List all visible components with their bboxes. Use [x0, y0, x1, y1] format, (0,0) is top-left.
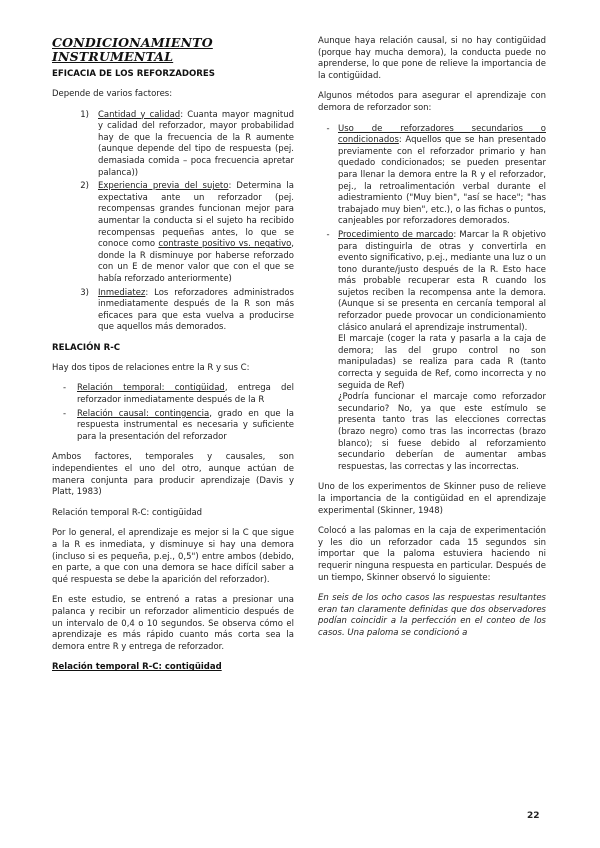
relations-intro: Hay dos tipos de relaciones entre la R y sus C:: [52, 362, 250, 373]
paragraph-skinner: Uno de los experimentos de Skinner puso de relieve la importancia de la contigüidad en el aprendizaje experimental (Skinner, 1948): [318, 482, 546, 516]
paragraph-por-lo-general: Por lo general, el aprendizaje es mejor si la C que sigue a la R es inmediata, y disminuye si hay una demora (incluso si es pequeña, p.ej., 0,5") entre ambos (debido, en parte, a que con una demora se hace difícil saber a qué respuesta se debe la aparición del reforzador).: [52, 528, 294, 585]
method-label: Procedimiento de marcado: [338, 229, 454, 240]
subheading-relacion-temporal: Relación temporal R-C: contigüidad: [52, 507, 203, 518]
factor-body: [94, 288, 294, 334]
factor-number: 2): [80, 181, 89, 192]
page-number: 22: [527, 811, 540, 821]
list-item: [318, 124, 546, 228]
factor-label: Cantidad y calidad: [98, 109, 181, 120]
list-item: [318, 230, 546, 473]
factor-body: [94, 181, 294, 285]
factor-text: , donde la R disminuye por haberse reforzado con un E de menor valor que con el que se había reforzado anteriormente): [98, 239, 294, 284]
factor-item: [52, 110, 294, 180]
method-label: Uso de reforzadores secundarios o condicionados: [338, 123, 546, 146]
method-first: [338, 230, 546, 333]
factor-number: 3): [80, 287, 89, 298]
method-body: [338, 124, 546, 228]
methods-list: [318, 124, 546, 474]
quote-skinner: En seis de los ocho casos las respuestas resultantes eran tan claramente definidas que dos observadores podían coincidir a la perfección en el conteo de los casos. Una paloma se condicionó a: [318, 593, 546, 638]
method-text: : Marcar la R objetivo para distinguirla de otras y convertirla en evento significativo, p.ej., mediante una luz o un tono durante/justo después de la R. Esto hace más probable recuperar esta R cuando los sujetos reciben la recompensa ante la demora. (Aunque si se presenta en cercanía temporal al reforzador puede provocar un condicionamiento clásico anulará el aprendizaje instrumental).: [338, 229, 546, 333]
section-heading-relacion: RELACIÓN R-C: [52, 342, 121, 353]
relation-body: [77, 409, 294, 444]
factor-body: [94, 110, 294, 180]
paragraph-aunque-haya: Aunque haya relación causal, si no hay contigüidad (porque hay mucha demora), la conducta puede no aprenderse, lo que pone de relieve la importancia de la contigüidad.: [318, 36, 546, 81]
dash-bullet: -: [62, 383, 67, 394]
left-column: [52, 36, 294, 683]
factor-text: : Determina la expectativa ante un reforzador (pej. recompensas grandes funcionan mejor para aumentar la conducta si el sujeto ha recibido recompensas pequeñas antes, lo que se conoce como: [98, 181, 294, 250]
relation-text: , entrega del reforzador inmediatamente después de la R: [77, 383, 294, 406]
relation-label: Relación temporal: contigüidad: [77, 383, 225, 394]
relation-body: [77, 383, 294, 406]
relations-list: [52, 383, 294, 443]
factor-label: Experiencia previa del sujeto: [98, 181, 229, 192]
method-body: [338, 230, 546, 473]
factor-item: [52, 181, 294, 285]
factor-text: : Los reforzadores administrados inmediatamente después de la R son más eficaces para que esta vuelva a producirse que aquellos más demorados.: [98, 287, 294, 333]
method-extra: El marcaje (coger la rata y pasarla a la caja de demora; las del grupo control no son manipuladas) se realiza para cada R (tanto correcta y seguida de Ref, como incorrecta y no seguida de Ref): [338, 334, 546, 391]
dash-bullet: -: [326, 123, 330, 134]
method-text: : Aquellos que se han presentado previamente con el reforzador primario y han quedado condicionados; se pueden presentar para llenar la demora entre la R y el reforzador, pej., la retroalimentación verbal durante el adiestramiento ("Muy bien", "así se hace"; "has trabajado muy bien", etc.), o las fichas o puntos, canjeables por reforzadores demorados.: [338, 135, 546, 227]
subheading-relacion-temporal-bold: Relación temporal R-C: contigüidad: [52, 662, 222, 673]
factor-label: Inmediatez: [98, 287, 146, 298]
paragraph-en-este-estudio: En este estudio, se entrenó a ratas a presionar una palanca y recibir un reforzador alimenticio después de un intervalo de 0,4 o 10 segundos. Se observa cómo el aprendizaje es más rápido cuanto más corta sea la demora entre R y entrega de reforzador.: [52, 595, 294, 652]
paragraph-algunos-metodos: Algunos métodos para asegurar el aprendizaje con demora de reforzador son:: [318, 91, 546, 113]
factors-intro: Depende de varios factores:: [52, 89, 173, 99]
factor-text: : Cuanta mayor magnitud y calidad del reforzador, mayor probabilidad hay de que la frecuencia de la R aumente (aunque depende del tipo de respuesta (pej. demasiada comida – poca frecuencia apretar palanca)): [98, 109, 294, 178]
section-heading-eficacia: EFICACIA DE LOS REFORZADORES: [52, 69, 215, 79]
list-item: [52, 383, 294, 406]
relation-text: , grado en que la respuesta instrumental es necesaria y suficiente para la presentación del reforzador: [77, 408, 294, 442]
factor-number: 1): [80, 109, 89, 120]
relation-label: Relación causal: contingencia: [77, 408, 210, 419]
page-title: CONDICIONAMIENTO INSTRUMENTAL: [52, 35, 213, 64]
right-column: [318, 36, 546, 649]
factor-term: contraste positivo vs. negativo: [158, 239, 292, 250]
method-extra: ¿Podría funcionar el marcaje como reforzador secundario? No, ya que este estímulo se presenta tanto tras las elecciones correctas (brazo negro) como tras las incorrectas (brazo blanco); si fuese debido al reforzamiento secundario deberían de aumentar ambas respuestas, las correctas y las incorrectas.: [338, 392, 546, 472]
paragraph-ambos-factores: Ambos factores, temporales y causales, son independientes el uno del otro, aunque actúan de manera conjunta para producir aprendizaje (Davis y Platt, 1983): [52, 452, 294, 498]
paragraph-coloco: Colocó a las palomas en la caja de experimentación y les dio un reforzador cada 15 segundos sin importar que la paloma estuviera haciendo ni requerir ninguna respuesta en particular. Después de un tiempo, Skinner observó lo siguiente:: [318, 526, 546, 583]
factor-item: [52, 288, 294, 334]
list-item: [52, 409, 294, 444]
dash-bullet: -: [326, 229, 330, 240]
dash-bullet: -: [62, 408, 67, 419]
factors-list: [52, 110, 294, 334]
